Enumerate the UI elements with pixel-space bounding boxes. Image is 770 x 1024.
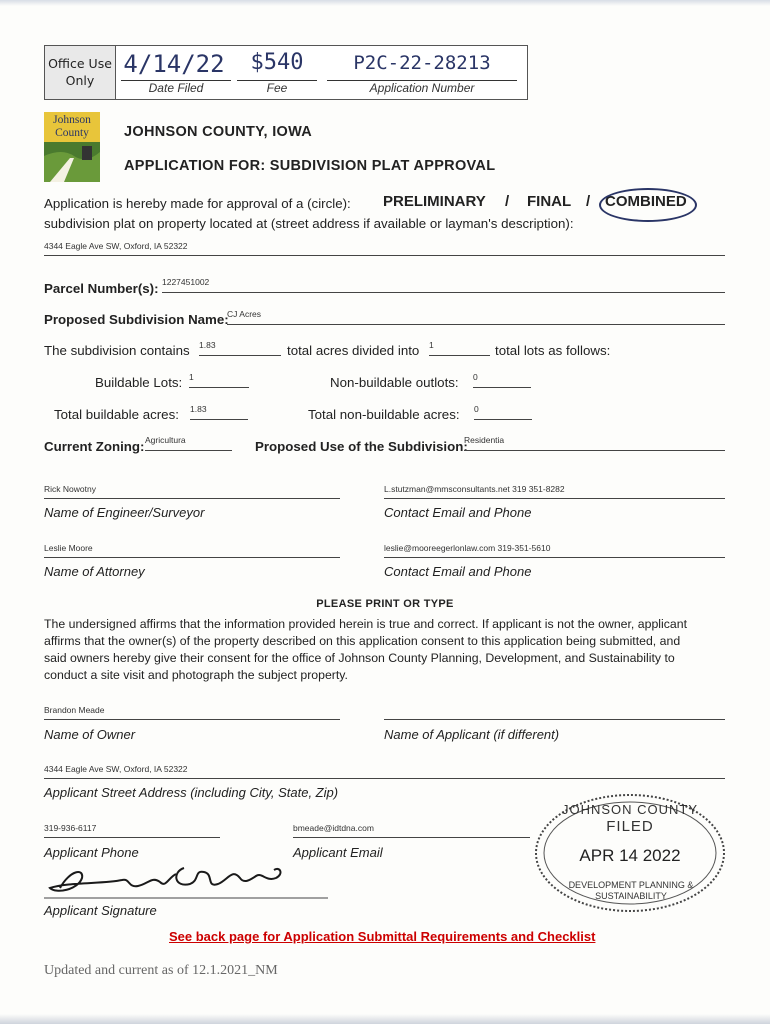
intro-line1: Application is hereby made for approval of a (circle): xyxy=(44,196,351,211)
subdivision-name-label: Proposed Subdivision Name: xyxy=(44,312,229,327)
stamp-bottom-text: DEVELOPMENT PLANNING & SUSTAINABILITY xyxy=(568,880,694,901)
nonbuildable-acres-field: 0 xyxy=(474,404,532,420)
attorney-contact-label: Contact Email and Phone xyxy=(384,564,532,579)
zoning-label: Current Zoning: xyxy=(44,439,145,454)
date-filed-value: 4/14/22 xyxy=(123,50,225,78)
contains-label: The subdivision contains xyxy=(44,343,190,358)
lots-label: total lots as follows: xyxy=(495,343,611,358)
applicant-name-label: Name of Applicant (if different) xyxy=(384,727,560,742)
parcel-field: 1227451002 xyxy=(162,277,725,293)
subdivision-name-field: CJ Acres xyxy=(227,309,725,325)
option-combined: COMBINED xyxy=(605,193,687,210)
attorney-contact-field: leslie@mooreegerlonlaw.com 319-351-5610 xyxy=(384,543,725,558)
owner-name-label: Name of Owner xyxy=(44,727,136,742)
proposed-use-field: Residentia xyxy=(464,435,725,451)
buildable-lots-label: Buildable Lots: xyxy=(95,375,183,390)
office-use-label xyxy=(45,46,116,99)
option-preliminary: PRELIMINARY xyxy=(383,193,486,210)
outlots-field: 0 xyxy=(473,372,531,388)
engineer-name-label: Name of Engineer/Surveyor xyxy=(44,505,205,520)
proposed-use-label: Proposed Use of the Subdivision: xyxy=(255,439,468,454)
applicant-address-field: 4344 Eagle Ave SW, Oxford, IA 52322 xyxy=(44,764,725,779)
applicant-name-field xyxy=(384,705,725,720)
fee-label: Fee xyxy=(237,80,317,95)
applicant-signature-drawing xyxy=(44,858,334,902)
combined-circle-mark xyxy=(599,188,697,222)
office-use-text: Office Use Only xyxy=(48,56,112,88)
applicant-email-label: Applicant Email xyxy=(293,845,383,860)
affirm-line4: conduct a site visit and photograph the subject property. xyxy=(44,668,348,682)
county-heading: JOHNSON COUNTY, IOWA xyxy=(124,124,313,140)
owner-name-field: Brandon Meade xyxy=(44,705,340,720)
buildable-acres-field: 1.83 xyxy=(190,404,248,420)
slash-2: / xyxy=(586,193,591,210)
total-acres-field: 1.83 xyxy=(199,340,281,356)
engineer-name-field: Rick Nowotny xyxy=(44,484,340,499)
zoning-field: Agricultura xyxy=(145,435,232,451)
parcel-label: Parcel Number(s): xyxy=(44,281,159,296)
stamp-date-text: APR 14 2022 xyxy=(579,846,681,865)
application-title: APPLICATION FOR: SUBDIVISION PLAT APPROVAL xyxy=(124,158,496,174)
applicant-signature-label: Applicant Signature xyxy=(44,903,157,918)
filed-stamp xyxy=(533,792,727,914)
stamp-top-text: JOHNSON COUNTY xyxy=(561,802,699,817)
office-use-box xyxy=(44,45,528,100)
intro-line2: subdivision plat on property located at (street address if available or layman's description): xyxy=(44,216,574,231)
attorney-name-label: Name of Attorney xyxy=(44,564,145,579)
applicant-phone-field: 319-936-6117 xyxy=(44,823,220,838)
outlots-label: Non-buildable outlots: xyxy=(330,375,459,390)
stamp-filed-text: FILED xyxy=(606,818,654,835)
scan-edge-bottom xyxy=(0,1014,770,1024)
option-final: FINAL xyxy=(527,193,572,210)
affirm-line3: said owners hereby give their consent for the office of Johnson County Planning, Development, and Sustainability to xyxy=(44,651,675,665)
buildable-lots-field: 1 xyxy=(189,372,249,388)
print-type-heading: PLEASE PRINT OR TYPE xyxy=(316,598,454,610)
back-page-link[interactable]: See back page for Application Submittal Requirements and Checklist xyxy=(169,929,596,944)
applicant-phone-label: Applicant Phone xyxy=(44,845,139,860)
total-lots-field: 1 xyxy=(429,340,490,356)
logo-text-line1: Johnson xyxy=(53,114,91,126)
divided-label: total acres divided into xyxy=(287,343,420,358)
slash-1: / xyxy=(505,193,510,210)
attorney-name-field: Leslie Moore xyxy=(44,543,340,558)
nonbuildable-acres-label: Total non-buildable acres: xyxy=(308,407,460,422)
date-filed-label: Date Filed xyxy=(121,80,231,95)
buildable-acres-label: Total buildable acres: xyxy=(54,407,179,422)
affirm-line2: affirms that the owner(s) of the property described on this application consent to this application being submitted, and xyxy=(44,634,681,648)
fee-value: $540 xyxy=(250,50,304,75)
address-field: 4344 Eagle Ave SW, Oxford, IA 52322 xyxy=(44,241,725,256)
application-number-value: P2C-22-28213 xyxy=(353,52,491,74)
johnson-county-logo xyxy=(44,112,100,182)
updated-footer: Updated and current as of 12.1.2021_NM xyxy=(44,963,278,978)
affirm-line1: The undersigned affirms that the information provided herein is true and correct. If applicant is not the owner, applicant xyxy=(44,617,687,631)
engineer-contact-label: Contact Email and Phone xyxy=(384,505,532,520)
application-number-label: Application Number xyxy=(327,80,517,95)
engineer-contact-field: L.stutzman@mmsconsultants.net 319 351-8282 xyxy=(384,484,725,499)
applicant-address-label: Applicant Street Address (including City, State, Zip) xyxy=(44,785,339,800)
applicant-email-field: bmeade@idtdna.com xyxy=(293,823,530,838)
logo-text-line2: County xyxy=(55,127,89,139)
scan-edge-top xyxy=(0,0,770,6)
logo-text xyxy=(44,114,100,140)
